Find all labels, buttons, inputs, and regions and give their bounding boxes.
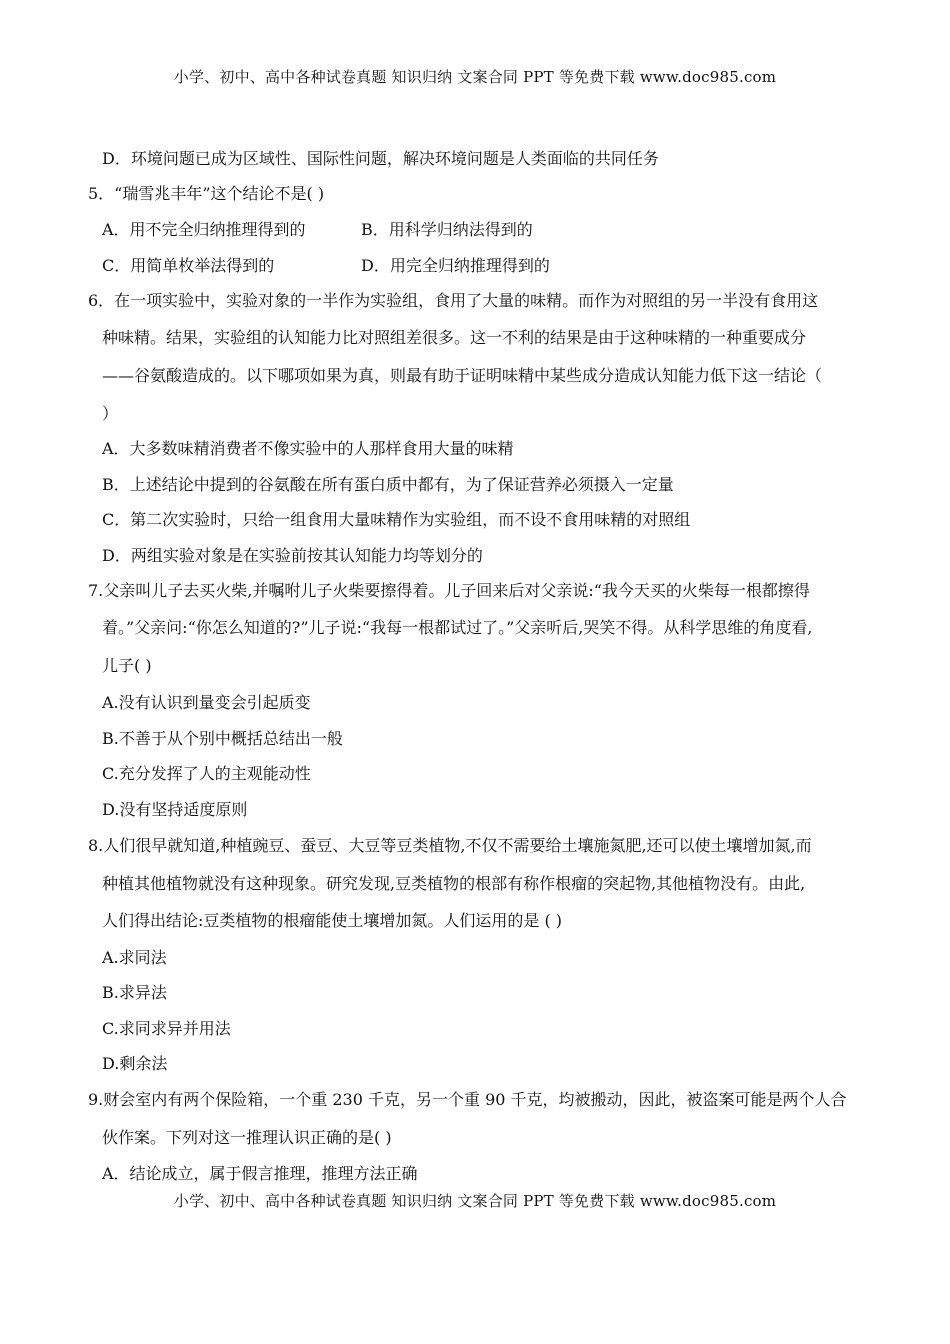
q8-option-a: A.求同法	[102, 948, 167, 967]
q8-option-b: B.求异法	[102, 983, 167, 1002]
q9-option-a: A．结论成立，属于假言推理，推理方法正确	[102, 1164, 418, 1183]
q8-stem-line: 种植其他植物就没有这种现象。研究发现,豆类植物的根部有称作根瘤的突起物,其他植物没有。由此,	[102, 874, 806, 893]
q5-stem: 5．“瑞雪兆丰年”这个结论不是( )	[88, 184, 325, 203]
q8-option-c: C.求同求异并用法	[102, 1019, 231, 1038]
q7-stem-line: 7.父亲叫儿子去买火柴,并嘱咐儿子火柴要擦得着。儿子回来后对父亲说:“我今天买的火柴每一根都擦得	[88, 581, 810, 600]
q6-stem-line: ）	[102, 404, 119, 423]
q6-stem-line: 6．在一项实验中，实验对象的一半作为实验组，食用了大量的味精。而作为对照组的另一半没有食用这	[88, 291, 819, 310]
page-footer: 小学、初中、高中各种试卷真题 知识归纳 文案合同 PPT 等免费下载 www.doc985.com	[173, 1192, 777, 1210]
q8-stem-line: 8.人们很早就知道,种植豌豆、蚕豆、大豆等豆类植物,不仅不需要给土壤施氮肥,还可以使土壤增加氮,而	[88, 836, 812, 855]
q9-stem-line: 9.财会室内有两个保险箱，一个重 230 千克，另一个重 90 千克，均被搬动，因此，被盗案可能是两个人合	[88, 1090, 847, 1109]
q8-stem-line: 人们得出结论:豆类植物的根瘤能使土壤增加氮。人们运用的是 ( )	[102, 911, 563, 930]
q5-option-c: C．用简单枚举法得到的	[102, 256, 275, 275]
q6-option-c: C．第二次实验时，只给一组食用大量味精作为实验组，而不设不食用味精的对照组	[102, 510, 691, 529]
page-header: 小学、初中、高中各种试卷真题 知识归纳 文案合同 PPT 等免费下载 www.doc985.com	[173, 68, 777, 86]
q5-option-b: B．用科学归纳法得到的	[361, 220, 533, 239]
q7-option-c: C.充分发挥了人的主观能动性	[102, 764, 311, 783]
q7-option-d: D.没有坚持适度原则	[102, 800, 248, 819]
q8-option-d: D.剩余法	[102, 1054, 168, 1073]
q7-stem-line: 着。”父亲问:“你怎么知道的?”儿子说:“我每一根都试过了。”父亲听后,哭笑不得。从科学思维的角度看,	[102, 618, 813, 637]
q6-option-d: D．两组实验对象是在实验前按其认知能力均等划分的	[102, 546, 483, 565]
q9-stem-line: 伙作案。下列对这一推理认识正确的是( )	[102, 1128, 392, 1147]
q7-stem-line: 儿子( )	[102, 656, 152, 675]
q7-option-b: B.不善于从个别中概括总结出一般	[102, 729, 343, 748]
q5-option-a: A．用不完全归纳推理得到的	[102, 220, 306, 239]
q7-option-a: A.没有认识到量变会引起质变	[102, 693, 311, 712]
q6-option-a: A．大多数味精消费者不像实验中的人那样食用大量的味精	[102, 439, 514, 458]
q6-stem-line: 种味精。结果，实验组的认知能力比对照组差很多。这一不利的结果是由于这种味精的一种重要成分	[102, 328, 807, 347]
q6-stem-line: ——谷氨酸造成的。以下哪项如果为真，则最有助于证明味精中某些成分造成认知能力低下这一结论（	[102, 366, 823, 385]
q6-option-b: B．上述结论中提到的谷氨酸在所有蛋白质中都有，为了保证营养必须摄入一定量	[102, 475, 674, 494]
q4-option-d: D．环境问题已成为区域性、国际性问题，解决环境问题是人类面临的共同任务	[102, 149, 659, 168]
q5-option-d: D．用完全归纳推理得到的	[361, 256, 550, 275]
